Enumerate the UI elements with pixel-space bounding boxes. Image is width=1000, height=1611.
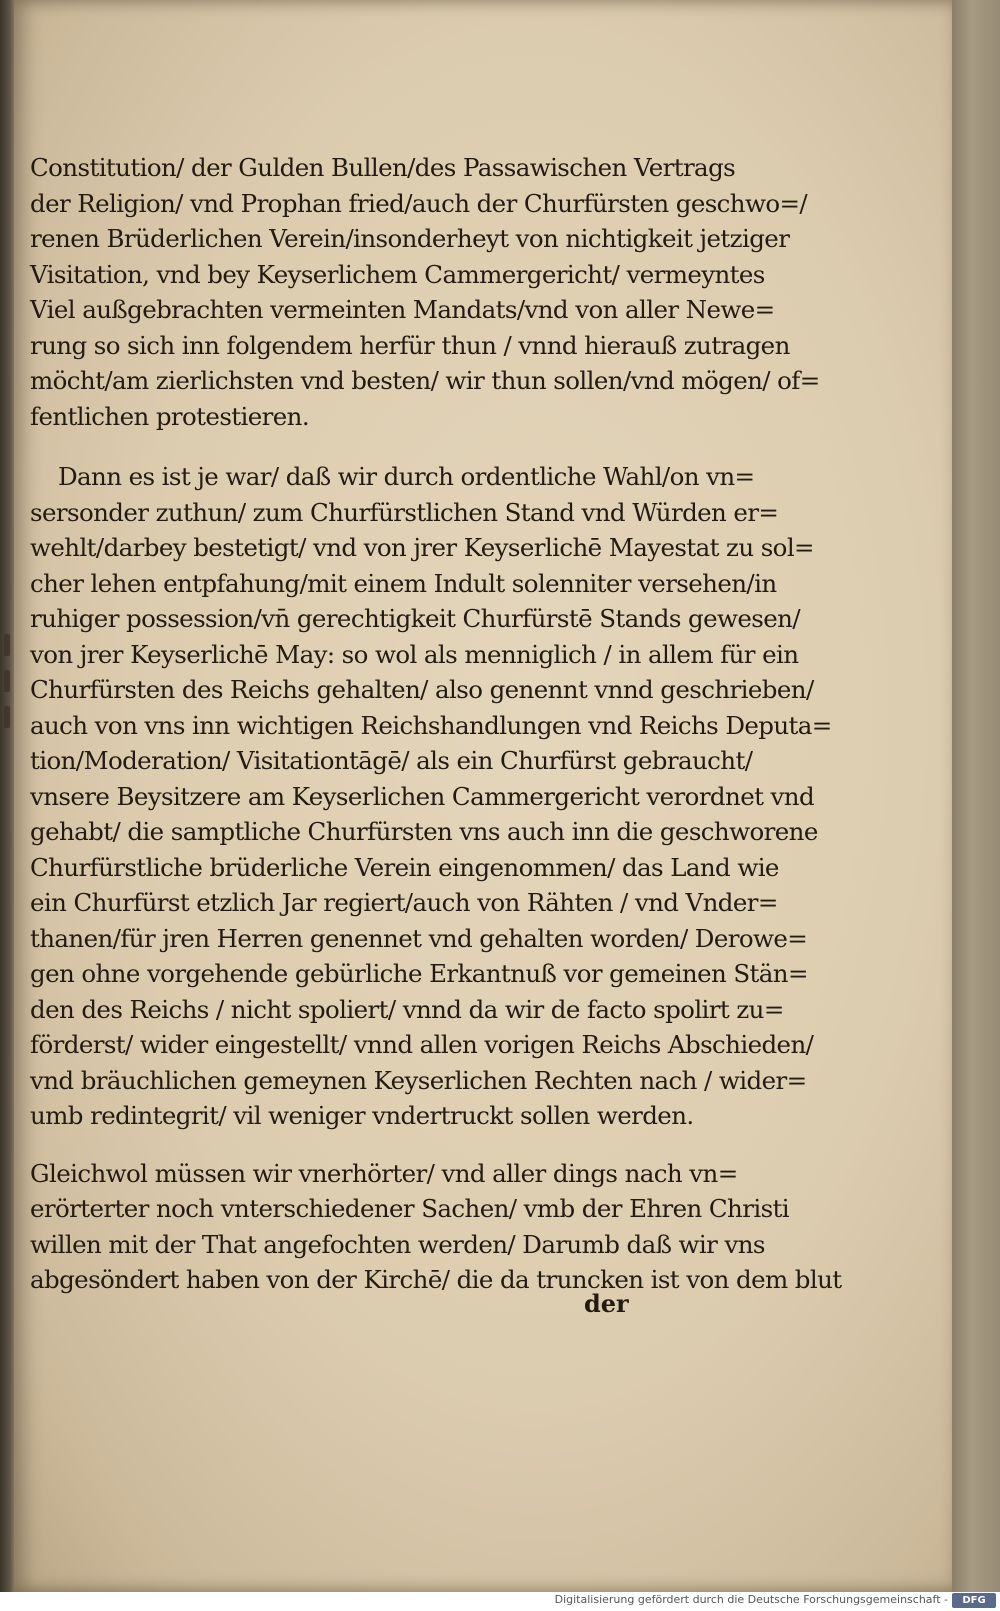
text-line: rung so sich inn folgendem herfür thun / vnnd hierauß zutragen (30, 330, 790, 360)
paragraph-1 (30, 150, 820, 434)
text-line: Churfürsten des Reichs gehalten/ also genennt vnnd geschrieben/ (30, 675, 814, 704)
text-line: auch von vns inn wichtigen Reichshandlungen vnd Reichs Deputa= (30, 710, 832, 740)
text-line: gen ohne vorgehende gebürliche Erkantnuß vor gemeinen Stän= (30, 959, 808, 988)
text-line: ein Churfürst etzlich Jar regiert/auch von Rähten / vnd Vnder= (30, 888, 778, 917)
text-line: Viel außgebrachten vermeinten Mandats/vnd von aller Newe= (30, 295, 775, 324)
text-line: Dann es ist je war/ daß wir durch ordentliche Wahl/on vn= (58, 462, 755, 491)
catchword: der (584, 1289, 629, 1318)
text-line: umb redintegrit/ vil weniger vndertruckt sollen werden. (30, 1101, 694, 1130)
text-line: vnd bräuchlichen gemeynen Keyserlichen Rechten nach / wider= (30, 1065, 807, 1095)
text-line: ruhiger possession/vn̄ gerechtigkeit Churfürstē Stands gewesen/ (30, 604, 801, 633)
text-line: cher lehen entpfahung/mit einem Indult solenniter versehen/in (30, 568, 777, 598)
text-line: möcht/am zierlichsten vnd besten/ wir thun sollen/vnd mögen/ of= (30, 366, 820, 395)
paragraph-2 (30, 459, 832, 1134)
page-stack-edge (952, 0, 1000, 1592)
text-line: Constitution/ der Gulden Bullen/des Passawischen Vertrags (30, 153, 736, 182)
text-line: vnsere Beysitzere am Keyserlichen Cammergericht verordnet vnd (30, 781, 815, 811)
digitization-footer (0, 1592, 1000, 1611)
text-line: abgesöndert haben von der Kirchē/ die da truncken ist von dem blut (30, 1265, 842, 1294)
margin-mark (4, 670, 10, 692)
text-line: tion/Moderation/ Visitationtāgē/ als ein Churfürst gebraucht/ (30, 746, 753, 775)
text-line: Churfürstliche brüderliche Verein eingenommen/ das Land wie (30, 852, 779, 882)
text-line: renen Brüderlichen Verein/insonderheyt von nichtigkeit jetziger (30, 224, 790, 253)
text-line: fentlichen protestieren. (30, 401, 310, 431)
margin-mark (4, 706, 10, 728)
text-line: thanen/für jren Herren genennet vnd gehalten worden/ Derowe= (30, 923, 808, 953)
body-text (30, 150, 842, 1298)
text-line: gehabt/ die samptliche Churfürsten vns auch inn die geschworene (30, 817, 818, 846)
text-line: erörterter noch vnterschiedener Sachen/ vmb der Ehren Christi (30, 1194, 790, 1223)
margin-mark (4, 634, 10, 656)
text-line: förderst/ wider eingestellt/ vnnd allen vorigen Reichs Abschieden/ (30, 1030, 814, 1059)
dfg-logo: DFG (952, 1593, 996, 1608)
text-line: sersonder zuthun/ zum Churfürstlichen Stand vnd Würden er= (30, 497, 779, 527)
text-line: der Religion/ vnd Prophan fried/auch der Churfürsten geschwo=/ (30, 188, 808, 218)
text-line: Visitation, vnd bey Keyserlichem Cammergericht/ vermeyntes (30, 259, 765, 289)
text-line: wehlt/darbey bestetigt/ vnd von jrer Keyserlichē Mayestat zu sol= (30, 533, 814, 562)
text-line: den des Reichs / nicht spoliert/ vnnd da wir de facto spolirt zu= (30, 994, 784, 1024)
text-line: willen mit der That angefochten werden/ Darumb daß wir vns (30, 1229, 765, 1259)
text-line: von jrer Keyserlichē May: so wol als menniglich / in allem für ein (30, 639, 799, 669)
footer-credit: Digitalisierung gefördert durch die Deutsche Forschungsgemeinschaft - (554, 1593, 948, 1606)
paragraph-3 (30, 1156, 842, 1298)
text-line: Gleichwol müssen wir vnerhörter/ vnd aller dings nach vn= (30, 1158, 738, 1188)
margin-marks (0, 620, 16, 780)
